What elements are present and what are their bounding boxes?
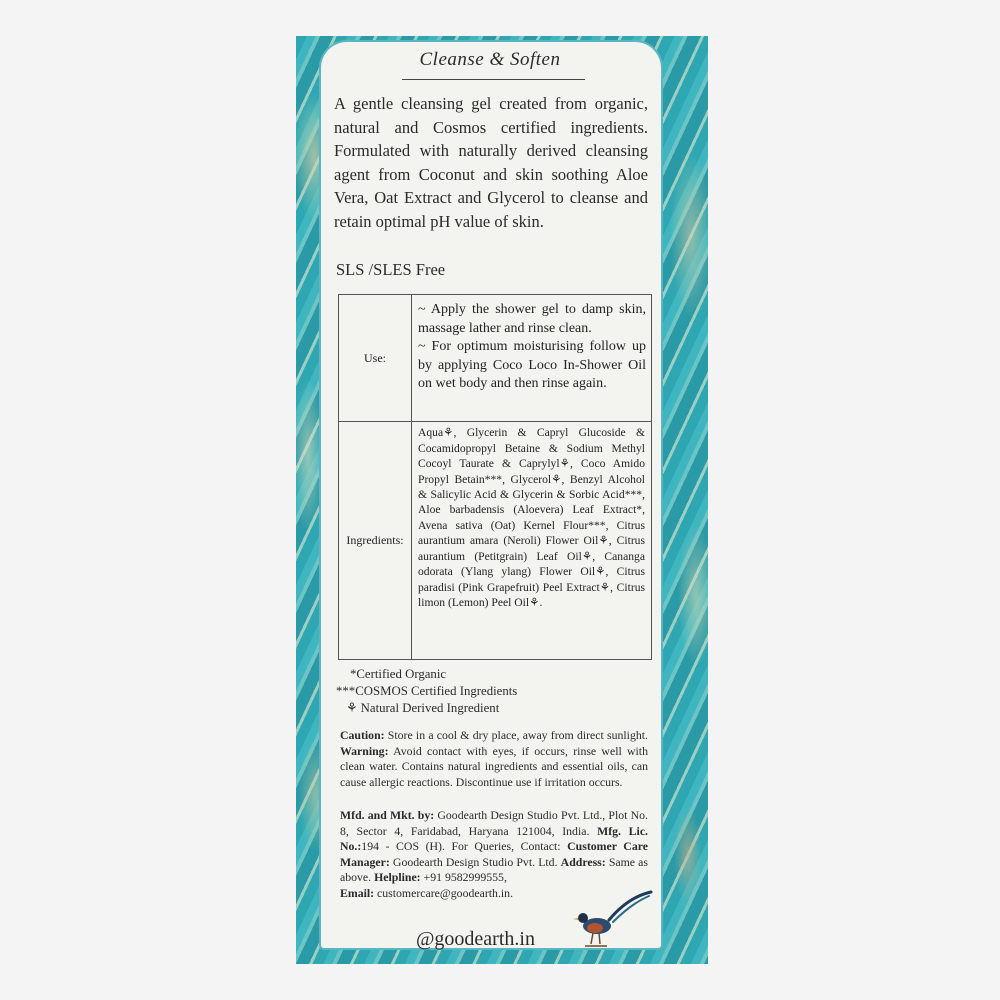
product-description [334, 92, 648, 234]
caution-label: Caution: [340, 728, 385, 742]
email-label: Email: [340, 885, 375, 900]
address-label: Address: [560, 854, 606, 869]
warning-text: Avoid contact with eyes, if occurs, rinse well with clean water. Contains natural ingredients and essential oils, can cause allergic reactions. Discontinue use if irritation occurs. [340, 743, 648, 789]
use-label: Use: [339, 295, 412, 422]
customer-care-text: Goodearth Design Studio Pvt. Ltd. [389, 854, 561, 869]
use-line-1: ~ Apply the shower gel to damp skin, massage lather and rinse clean. [418, 302, 646, 336]
mfd-label: Mfd. and Mkt. by: [340, 808, 435, 822]
use-instructions [412, 295, 652, 422]
use-line-2: ~ For optimum moisturising follow up by applying Coco Loco In-Shower Oil on wet body and then rinse again. [418, 339, 646, 391]
use-row [339, 295, 652, 422]
caution-text: Store in a cool & dry place, away from direct sunlight. [384, 728, 648, 742]
note-certified-organic: *Certified Organic [350, 667, 447, 681]
ingredients-list: Aqua⚘, Glycerin & Capryl Glucoside & Cocamidopropyl Betaine & Sodium Methyl Cocoyl Taurate & Caprylyl⚘, Coco Amido Propyl Betain***, Glycerol⚘, Benzyl Alcohol & Salicylic Acid & Glycerin & Sorbic Acid***, Aloe barbadensis (Aloevera) Leaf Extract*, Avena sativa (Oat) Kernel Flour***, Citrus aurantium amara (Neroli) Flower Oil⚘, Citrus aurantium (Petitgrain) Leaf Oil⚘, Cananga odorata (Ylang ylang) Flower Oil⚘, Citrus paradisi (Pink Grapefruit) Peel Extract⚘, Citrus limon (Lemon) Peel Oil⚘. [412, 422, 652, 660]
legend-notes [336, 666, 517, 717]
mfd-text: Goodearth Design Studio Pvt. Ltd., Plot No. 8, Sector 4, Faridabad, Haryana 121004, India. [340, 808, 649, 838]
helpline-label: Helpline: [374, 870, 421, 885]
license-label: Mfg. Lic. No.: [340, 823, 648, 854]
info-table [338, 294, 652, 660]
description-text: A gentle cleansing gel created from organic, natural and Cosmos certified ingredients. Formulated with naturally derived cleansing agent from Coconut and skin soothing Aloe Vera, Oat Extract and Glycerol to cleanse and retain optimal pH value of skin. [334, 94, 648, 231]
note-natural-derived: ⚘ Natural Derived Ingredient [346, 701, 500, 715]
note-cosmos: ***COSMOS Certified Ingredients [336, 684, 518, 698]
helpline-text: +91 9582999555, [420, 870, 507, 885]
social-handle: @goodearth.in [416, 928, 535, 950]
ingredients-row [339, 422, 652, 660]
license-text: 194 - COS (H). For Queries, Contact: [361, 839, 568, 854]
warning-label: Warning: [340, 743, 389, 758]
ingredients-label: Ingredients: [339, 422, 412, 660]
sls-free-claim: SLS /SLES Free [336, 260, 446, 279]
product-title: Cleanse & Soften [419, 49, 561, 70]
address-text: Same as above. [340, 854, 648, 885]
bird-icon [573, 886, 655, 948]
caution-block [340, 728, 648, 790]
customer-care-label: Customer Care Manager: [340, 839, 648, 869]
title-underline [402, 79, 585, 80]
email-text: customercare@goodearth.in. [374, 885, 514, 900]
